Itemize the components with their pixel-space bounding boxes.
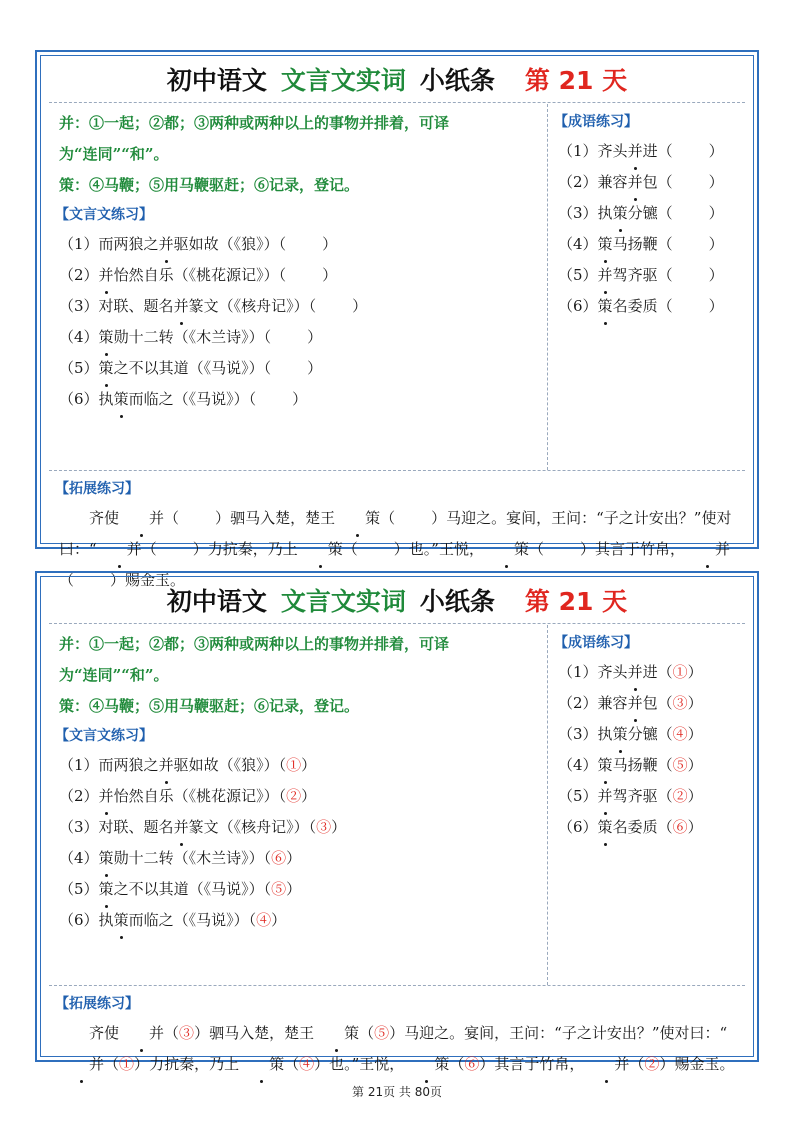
open-paren: （ <box>449 1055 465 1073</box>
close-paren: ） <box>322 235 338 253</box>
classical-item <box>49 260 547 291</box>
close-paren: ） <box>286 880 302 898</box>
item-text: 名委质（ <box>612 297 673 315</box>
definition-line: 并：①一起；②都；③两种或两种以上的事物并排着，可译 <box>59 635 450 653</box>
answer-value: ④ <box>672 725 688 743</box>
item-number: （1） <box>59 756 99 774</box>
para-text: 其言于竹帛， <box>494 1055 585 1073</box>
emphasis-char: 策 <box>613 198 628 229</box>
item-text: 篆文（《核舟记》）（ <box>188 818 317 836</box>
open-paren: （ <box>164 509 180 527</box>
para-text: 其言于竹帛， <box>595 540 686 558</box>
item-text: 驾齐驱（ <box>612 787 673 805</box>
item-number: （4） <box>59 328 99 346</box>
item-text: 驱如故（《狼》）（ <box>173 756 287 774</box>
open-paren: （ <box>141 540 157 558</box>
answer-value: ⑥ <box>271 849 287 867</box>
item-text: 进（ <box>642 142 673 160</box>
emphasis-char: 并 <box>685 534 730 565</box>
item-number: （1） <box>59 235 99 253</box>
item-number: （6） <box>558 297 598 315</box>
item-text: 兼容 <box>597 173 628 191</box>
item-number: （5） <box>558 266 598 284</box>
close-paren: ） <box>307 359 323 377</box>
item-number: （6） <box>59 911 99 929</box>
item-text: 名委质（ <box>612 818 673 836</box>
item-number: （1） <box>558 663 598 681</box>
emphasis-char: 并 <box>99 260 114 291</box>
idiom-item <box>548 291 745 322</box>
emphasis-char: 并 <box>584 1049 629 1080</box>
item-text: 而临之（《马说》）（ <box>128 911 257 929</box>
close-paren: ） <box>708 266 724 284</box>
title-subject: 初中语文 <box>166 66 267 95</box>
close-paren: ） <box>708 173 724 191</box>
idiom-item <box>548 719 745 750</box>
definition-line: 策：④马鞭；⑤用马鞭驱赶；⑥记录，登记。 <box>59 697 360 715</box>
emphasis-char: 策 <box>114 905 129 936</box>
exercise-card-answers <box>35 571 759 1073</box>
close-paren: ） <box>708 142 724 160</box>
close-paren: ） <box>687 818 703 836</box>
answer-value: ② <box>672 787 688 805</box>
item-text: 执 <box>98 911 114 929</box>
para-text: 赐金玉。 <box>125 571 186 589</box>
answer-value: ② <box>644 1055 660 1073</box>
open-paren: （ <box>629 1055 645 1073</box>
para-text: 齐使 <box>89 509 120 527</box>
close-paren: ） <box>687 725 703 743</box>
item-text: 齐头 <box>597 142 628 160</box>
item-text: 勋十二转（《木兰诗》）（ <box>113 849 272 867</box>
close-paren: ） <box>301 756 317 774</box>
left-column <box>49 625 548 985</box>
open-paren: （ <box>284 1055 300 1073</box>
para-text: 驷马入楚，楚王 <box>209 1024 315 1042</box>
answer-value: ⑤ <box>271 880 287 898</box>
answer-value: ④ <box>256 911 272 929</box>
title-day: 第 21 天 <box>524 587 628 616</box>
close-paren: ） <box>708 235 724 253</box>
section-heading-classical: 【文言文练习】 <box>55 207 153 223</box>
definition-line: 为“连同”“和”。 <box>59 666 169 684</box>
section-heading-extend: 【拓展练习】 <box>55 481 139 497</box>
emphasis-char: 策 <box>298 534 343 565</box>
item-text: 篆文（《核舟记》）（ <box>188 297 317 315</box>
close-paren: ） <box>134 1055 150 1073</box>
item-text: 怡然自乐（《桃花源记》）（ <box>113 787 287 805</box>
item-number: （1） <box>558 142 598 160</box>
item-number: （2） <box>59 266 99 284</box>
close-paren: ） <box>271 911 287 929</box>
title-subject: 初中语文 <box>166 587 267 616</box>
answer-value: ③ <box>179 1024 195 1042</box>
card-title <box>49 56 745 103</box>
exercise-card-blank <box>35 50 759 589</box>
para-text: 也。”王悦， <box>408 540 484 558</box>
close-paren: ） <box>708 297 724 315</box>
item-number: （3） <box>59 818 99 836</box>
answer-value: ④ <box>299 1055 315 1073</box>
item-number: （3） <box>558 725 598 743</box>
para-text: 马迎之。宴间，王问：“子之计安出？”使对曰：“ <box>404 1024 728 1042</box>
item-text: 执 <box>98 390 114 408</box>
close-paren: ） <box>479 1055 495 1073</box>
emphasis-char: 并 <box>628 657 643 688</box>
answer-value: ③ <box>316 818 332 836</box>
close-paren: ） <box>215 509 231 527</box>
item-text: 而临之（《马说》）（ <box>128 390 257 408</box>
item-number: （2） <box>59 787 99 805</box>
left-column <box>49 104 548 470</box>
item-number: （6） <box>558 818 598 836</box>
emphasis-char: 策 <box>404 1049 449 1080</box>
open-paren: （ <box>359 1024 375 1042</box>
close-paren: ） <box>659 1055 675 1073</box>
item-number: （6） <box>59 390 99 408</box>
para-text: 赐金玉。 <box>674 1055 735 1073</box>
close-paren: ） <box>687 756 703 774</box>
section-heading-extend: 【拓展练习】 <box>55 996 139 1012</box>
emphasis-char: 并 <box>159 229 174 260</box>
card-frame <box>40 55 754 589</box>
item-text: 对联、题名 <box>98 297 174 315</box>
extend-paragraph <box>49 1018 745 1080</box>
emphasis-char: 策 <box>99 353 114 384</box>
title-note: 小纸条 <box>419 587 495 616</box>
close-paren: ） <box>194 1024 210 1042</box>
item-text: 勋十二转（《木兰诗》）（ <box>113 328 272 346</box>
item-number: （4） <box>59 849 99 867</box>
idiom-item <box>548 657 745 688</box>
section-heading-classical: 【文言文练习】 <box>55 728 153 744</box>
definition-line: 并：①一起；②都；③两种或两种以上的事物并排着，可译 <box>59 114 450 132</box>
emphasis-char: 策 <box>598 229 613 260</box>
answer-value: ⑤ <box>374 1024 390 1042</box>
classical-item <box>49 353 547 384</box>
answer-value: ③ <box>672 694 688 712</box>
close-paren: ） <box>389 1024 405 1042</box>
classical-item <box>49 229 547 260</box>
close-paren: ） <box>687 694 703 712</box>
item-text: 进（ <box>642 663 673 681</box>
item-number: （4） <box>558 235 598 253</box>
emphasis-char: 策 <box>99 843 114 874</box>
emphasis-char: 并 <box>628 167 643 198</box>
close-paren: ） <box>286 849 302 867</box>
emphasis-char: 策 <box>598 812 613 843</box>
extend-section <box>49 985 745 1080</box>
item-number: （2） <box>558 173 598 191</box>
emphasis-char: 并 <box>59 1049 104 1080</box>
close-paren: ） <box>431 509 447 527</box>
item-number: （2） <box>558 694 598 712</box>
page-footer: 第 21页 共 80页 <box>352 1085 442 1099</box>
section-heading-idiom: 【成语练习】 <box>554 114 638 130</box>
close-paren: ） <box>708 204 724 222</box>
classical-item <box>49 384 547 415</box>
idiom-item <box>548 688 745 719</box>
emphasis-char: 策 <box>99 874 114 905</box>
emphasis-char: 策 <box>239 1049 284 1080</box>
answer-value: ① <box>672 663 688 681</box>
item-text: 分镳（ <box>627 204 673 222</box>
item-text: 而两狼之 <box>98 756 159 774</box>
open-paren: （ <box>59 571 75 589</box>
right-column <box>548 104 745 322</box>
para-text: 也。”王悦， <box>329 1055 405 1073</box>
emphasis-char: 并 <box>628 688 643 719</box>
classical-item <box>49 322 547 353</box>
item-number: （3） <box>558 204 598 222</box>
item-text: 马扬鞭（ <box>612 235 673 253</box>
close-paren: ） <box>314 1055 330 1073</box>
emphasis-char: 并 <box>119 503 164 534</box>
answer-value: ⑤ <box>672 756 688 774</box>
idiom-item <box>548 750 745 781</box>
card-frame <box>40 576 754 1073</box>
idiom-item <box>548 136 745 167</box>
emphasis-char: 并 <box>598 260 613 291</box>
idiom-item <box>548 812 745 843</box>
item-text: 怡然自乐（《桃花源记》）（ <box>113 266 287 284</box>
classical-item <box>49 843 547 874</box>
item-text: 包（ <box>642 694 673 712</box>
emphasis-char: 策 <box>598 750 613 781</box>
classical-item <box>49 874 547 905</box>
item-text: 之不以其道（《马说》）（ <box>113 359 272 377</box>
open-paren: （ <box>380 509 396 527</box>
emphasis-char: 并 <box>174 812 189 843</box>
idiom-item <box>548 260 745 291</box>
item-text: 之不以其道（《马说》）（ <box>113 880 272 898</box>
definition-line: 为“连同”“和”。 <box>59 145 169 163</box>
item-text: 齐头 <box>597 663 628 681</box>
close-paren: ） <box>687 787 703 805</box>
open-paren: （ <box>528 540 544 558</box>
para-text: 齐使 <box>89 1024 120 1042</box>
classical-item <box>49 291 547 322</box>
emphasis-char: 并 <box>99 781 114 812</box>
item-text: 兼容 <box>597 694 628 712</box>
idiom-item <box>548 781 745 812</box>
item-number: （5） <box>59 880 99 898</box>
emphasis-char: 策 <box>484 534 529 565</box>
para-text: 驷马入楚，楚王 <box>230 509 336 527</box>
item-text: 对联、题名 <box>98 818 174 836</box>
item-number: （5） <box>59 359 99 377</box>
item-text: 执 <box>597 725 613 743</box>
item-number: （4） <box>558 756 598 774</box>
close-paren: ） <box>687 663 703 681</box>
classical-item <box>49 905 547 936</box>
close-paren: ） <box>110 571 126 589</box>
idiom-item <box>548 167 745 198</box>
idiom-item <box>548 229 745 260</box>
emphasis-char: 策 <box>314 1018 359 1049</box>
item-number: （5） <box>558 787 598 805</box>
title-topic: 文言文实词 <box>280 587 406 616</box>
item-text: 驱如故（《狼》）（ <box>173 235 287 253</box>
answer-value: ① <box>286 756 302 774</box>
close-paren: ） <box>301 787 317 805</box>
para-text: 马迎之。宴间，王问：“子之计安出？”使对曰：“ <box>59 509 732 558</box>
close-paren: ） <box>331 818 347 836</box>
item-text: 执 <box>597 204 613 222</box>
emphasis-char: 并 <box>159 750 174 781</box>
emphasis-char: 策 <box>613 719 628 750</box>
para-text: 力抗秦，乃上 <box>207 540 298 558</box>
title-note: 小纸条 <box>419 66 495 95</box>
close-paren: ） <box>192 540 208 558</box>
classical-item <box>49 781 547 812</box>
item-text: 而两狼之 <box>98 235 159 253</box>
close-paren: ） <box>307 328 323 346</box>
open-paren: （ <box>342 540 358 558</box>
item-text: 分镳（ <box>627 725 673 743</box>
close-paren: ） <box>322 266 338 284</box>
emphasis-char: 策 <box>99 322 114 353</box>
close-paren: ） <box>579 540 595 558</box>
right-column <box>548 625 745 843</box>
classical-item <box>49 812 547 843</box>
emphasis-char: 策 <box>598 291 613 322</box>
emphasis-char: 策 <box>335 503 380 534</box>
idiom-item <box>548 198 745 229</box>
close-paren: ） <box>393 540 409 558</box>
close-paren: ） <box>292 390 308 408</box>
section-heading-idiom: 【成语练习】 <box>554 635 638 651</box>
title-day: 第 21 天 <box>524 66 628 95</box>
answer-value: ① <box>119 1055 135 1073</box>
para-text: 力抗秦，乃上 <box>149 1055 240 1073</box>
answer-value: ② <box>286 787 302 805</box>
emphasis-char: 并 <box>628 136 643 167</box>
answer-value: ⑥ <box>672 818 688 836</box>
answer-value: ⑥ <box>464 1055 480 1073</box>
emphasis-char: 策 <box>114 384 129 415</box>
item-number: （3） <box>59 297 99 315</box>
title-topic: 文言文实词 <box>280 66 406 95</box>
emphasis-char: 并 <box>119 1018 164 1049</box>
emphasis-char: 并 <box>598 781 613 812</box>
item-text: 驾齐驱（ <box>612 266 673 284</box>
item-text: 包（ <box>642 173 673 191</box>
emphasis-char: 并 <box>97 534 142 565</box>
card-title <box>49 577 745 624</box>
close-paren: ） <box>352 297 368 315</box>
open-paren: （ <box>164 1024 180 1042</box>
open-paren: （ <box>104 1055 120 1073</box>
definition-line: 策：④马鞭；⑤用马鞭驱赶；⑥记录，登记。 <box>59 176 360 194</box>
emphasis-char: 并 <box>174 291 189 322</box>
item-text: 马扬鞭（ <box>612 756 673 774</box>
classical-item <box>49 750 547 781</box>
